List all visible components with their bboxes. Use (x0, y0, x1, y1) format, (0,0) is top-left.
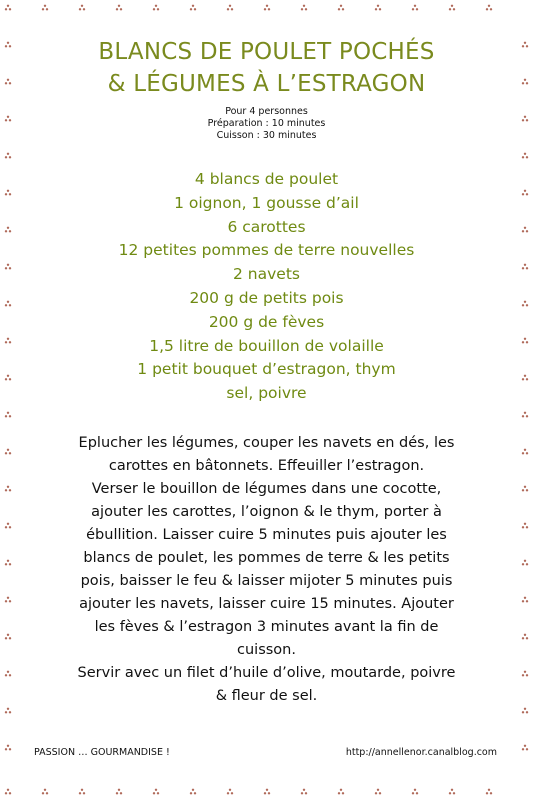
border-dot (451, 5, 453, 7)
border-dot (268, 8, 270, 10)
border-dot (9, 82, 11, 84)
border-dot (9, 415, 11, 417)
border-dot (157, 8, 159, 10)
instructions-text (22, 432, 511, 708)
border-dot (526, 119, 528, 121)
border-dot (9, 600, 11, 602)
border-dot (7, 264, 9, 266)
border-dot (449, 8, 451, 10)
border-dot (522, 748, 524, 750)
instruction-line: ébullition. Laisser cuire 5 minutes puis ajouter les (86, 527, 447, 543)
border-dot (9, 674, 11, 676)
border-dot (524, 560, 526, 562)
border-dot (192, 789, 194, 791)
border-dot (192, 5, 194, 7)
border-dot (522, 119, 524, 121)
border-dot (7, 338, 9, 340)
border-dot (524, 116, 526, 118)
border-dot (526, 304, 528, 306)
border-dot (5, 230, 7, 232)
border-dot (526, 489, 528, 491)
border-dot (414, 5, 416, 7)
border-dot (524, 671, 526, 673)
border-dot (522, 452, 524, 454)
border-dot (9, 526, 11, 528)
border-dot (46, 8, 48, 10)
border-dot (9, 489, 11, 491)
instruction-line: carottes en bâtonnets. Effeuiller l’estragon. (108, 458, 425, 474)
border-dot (7, 745, 9, 747)
border-dot (118, 5, 120, 7)
ingredients-list (22, 168, 511, 406)
border-dot (5, 304, 7, 306)
border-dot (526, 674, 528, 676)
border-dot (229, 789, 231, 791)
ingredient-item: 1,5 litre de bouillon de volaille (149, 336, 384, 355)
border-dot (488, 5, 490, 7)
border-dot (194, 792, 196, 794)
border-dot (526, 526, 528, 528)
ingredient-item: 2 navets (233, 265, 300, 284)
border-dot (526, 748, 528, 750)
border-dot (79, 8, 81, 10)
ingredient-item: 200 g de fèves (208, 312, 325, 331)
border-dot (526, 711, 528, 713)
border-dot (5, 82, 7, 84)
border-dot (524, 264, 526, 266)
border-dot (526, 230, 528, 232)
border-dot (7, 449, 9, 451)
border-dot (79, 792, 81, 794)
border-dot (266, 789, 268, 791)
border-dot (340, 789, 342, 791)
border-dot (155, 5, 157, 7)
border-dot (227, 8, 229, 10)
border-dot (522, 193, 524, 195)
border-dot (522, 230, 524, 232)
border-dot (81, 5, 83, 7)
border-dot (46, 792, 48, 794)
border-dot (524, 190, 526, 192)
instruction-line: pois, baisser le feu & laisser mijoter 5 minutes puis (80, 573, 453, 589)
border-dot (522, 526, 524, 528)
border-dot (7, 523, 9, 525)
border-dot (264, 792, 266, 794)
border-dot (524, 79, 526, 81)
instruction-line: les fèves & l’estragon 3 minutes avant la fin de (94, 619, 439, 635)
border-dot (338, 8, 340, 10)
footer-url[interactable]: http://annellenor.canalblog.com (345, 747, 497, 758)
border-dot (524, 153, 526, 155)
border-dot (379, 792, 381, 794)
border-dot (524, 708, 526, 710)
border-dot (5, 119, 7, 121)
border-dot (44, 5, 46, 7)
border-dot (155, 789, 157, 791)
title-line-1: BLANCS DE POULET POCHÉS (98, 39, 435, 65)
border-dot (522, 378, 524, 380)
border-dot (412, 792, 414, 794)
border-dot (377, 5, 379, 7)
ingredient-item: 200 g de petits pois (189, 288, 344, 307)
border-dot (190, 792, 192, 794)
title-line-2: & LÉGUMES À L’ESTRAGON (107, 71, 426, 97)
border-dot (231, 792, 233, 794)
border-dot (524, 486, 526, 488)
border-dot (5, 267, 7, 269)
border-dot (526, 415, 528, 417)
border-dot (120, 8, 122, 10)
border-dot (5, 637, 7, 639)
recipe-meta (22, 106, 511, 142)
instruction-line: ajouter les navets, laisser cuire 15 minutes. Ajouter (79, 596, 454, 612)
border-dot (5, 674, 7, 676)
servings: Pour 4 personnes (225, 106, 308, 117)
instruction-line: & fleur de sel. (215, 688, 318, 704)
ingredient-item: sel, poivre (226, 384, 307, 403)
instruction-line: Eplucher les légumes, couper les navets en dés, les (78, 435, 455, 451)
border-dot (9, 8, 11, 10)
border-dot (42, 792, 44, 794)
border-dot (153, 8, 155, 10)
border-dot (44, 789, 46, 791)
border-dot (412, 8, 414, 10)
border-dot (5, 415, 7, 417)
border-dot (7, 153, 9, 155)
border-dot (9, 156, 11, 158)
border-dot (116, 792, 118, 794)
border-dot (526, 156, 528, 158)
border-dot (5, 341, 7, 343)
border-dot (524, 338, 526, 340)
border-dot (301, 792, 303, 794)
border-dot (524, 597, 526, 599)
border-dot (379, 8, 381, 10)
border-dot (153, 792, 155, 794)
border-dot (5, 792, 7, 794)
border-dot (377, 789, 379, 791)
border-dot (7, 227, 9, 229)
prep-time: Préparation : 10 minutes (207, 118, 326, 129)
border-dot (9, 748, 11, 750)
border-dot (7, 79, 9, 81)
border-dot (5, 45, 7, 47)
border-dot (5, 378, 7, 380)
border-dot (524, 449, 526, 451)
border-dot (522, 341, 524, 343)
border-dot (449, 792, 451, 794)
border-dot (522, 156, 524, 158)
border-dot (522, 674, 524, 676)
footer-tagline: PASSION … GOURMANDISE ! (34, 747, 170, 758)
ingredient-item: 12 petites pommes de terre nouvelles (118, 241, 415, 260)
border-dot (231, 8, 233, 10)
border-dot (7, 671, 9, 673)
border-dot (526, 637, 528, 639)
border-dot (5, 600, 7, 602)
border-dot (453, 8, 455, 10)
border-dot (522, 563, 524, 565)
border-dot (7, 597, 9, 599)
border-dot (157, 792, 159, 794)
border-dot (342, 8, 344, 10)
border-dot (9, 563, 11, 565)
border-dot (526, 82, 528, 84)
border-dot (83, 792, 85, 794)
instruction-line: Verser le bouillon de légumes dans une cocotte, (91, 481, 442, 497)
border-dot (453, 792, 455, 794)
border-dot (7, 789, 9, 791)
border-dot (526, 45, 528, 47)
border-dot (524, 523, 526, 525)
border-dot (526, 452, 528, 454)
border-dot (9, 45, 11, 47)
border-dot (7, 560, 9, 562)
border-dot (5, 526, 7, 528)
border-dot (301, 8, 303, 10)
instruction-line: cuisson. (237, 642, 296, 658)
border-dot (488, 789, 490, 791)
border-dot (7, 375, 9, 377)
border-dot (303, 5, 305, 7)
border-dot (9, 304, 11, 306)
border-dot (9, 637, 11, 639)
border-dot (5, 489, 7, 491)
border-dot (375, 8, 377, 10)
border-dot (342, 792, 344, 794)
border-dot (266, 5, 268, 7)
border-dot (116, 8, 118, 10)
instruction-line: ajouter les carottes, l’oignon & le thym, porter à (91, 504, 442, 520)
border-dot (9, 792, 11, 794)
border-dot (526, 193, 528, 195)
border-dot (7, 412, 9, 414)
instruction-line: Servir avec un filet d’huile d’olive, moutarde, poivre (77, 665, 456, 681)
border-dot (7, 5, 9, 7)
instruction-line: blancs de poulet, les pommes de terre & les petits (83, 550, 450, 566)
border-dot (7, 708, 9, 710)
border-dot (229, 5, 231, 7)
border-dot (118, 789, 120, 791)
border-dot (526, 378, 528, 380)
border-dot (268, 792, 270, 794)
border-dot (486, 8, 488, 10)
border-dot (522, 489, 524, 491)
border-dot (7, 634, 9, 636)
border-dot (5, 193, 7, 195)
border-dot (524, 634, 526, 636)
border-dot (305, 792, 307, 794)
border-dot (526, 341, 528, 343)
border-dot (5, 563, 7, 565)
border-dot (5, 711, 7, 713)
border-dot (524, 412, 526, 414)
border-dot (522, 267, 524, 269)
border-dot (9, 378, 11, 380)
border-dot (83, 8, 85, 10)
border-dot (264, 8, 266, 10)
border-dot (490, 8, 492, 10)
border-dot (524, 301, 526, 303)
border-dot (526, 600, 528, 602)
border-dot (5, 748, 7, 750)
border-dot (524, 227, 526, 229)
border-dot (9, 230, 11, 232)
border-dot (9, 452, 11, 454)
border-dot (524, 42, 526, 44)
border-dot (7, 116, 9, 118)
border-dot (303, 789, 305, 791)
border-dot (120, 792, 122, 794)
border-dot (522, 415, 524, 417)
border-dot (5, 452, 7, 454)
cook-time: Cuisson : 30 minutes (216, 130, 317, 141)
border-dot (451, 789, 453, 791)
border-dot (340, 5, 342, 7)
border-dot (524, 745, 526, 747)
border-dot (227, 792, 229, 794)
ingredient-item: 4 blancs de poulet (194, 170, 339, 188)
border-dot (524, 375, 526, 377)
border-dot (7, 42, 9, 44)
border-dot (414, 789, 416, 791)
border-dot (9, 119, 11, 121)
border-dot (9, 341, 11, 343)
border-dot (305, 8, 307, 10)
border-dot (7, 486, 9, 488)
border-dot (5, 8, 7, 10)
border-dot (522, 711, 524, 713)
border-dot (486, 792, 488, 794)
border-dot (416, 8, 418, 10)
border-dot (190, 8, 192, 10)
recipe-card (22, 20, 511, 780)
border-dot (375, 792, 377, 794)
border-dot (490, 792, 492, 794)
border-dot (416, 792, 418, 794)
border-dot (522, 637, 524, 639)
border-dot (42, 8, 44, 10)
ingredient-item: 1 oignon, 1 gousse d’ail (174, 193, 359, 212)
border-dot (338, 792, 340, 794)
border-dot (526, 563, 528, 565)
border-dot (522, 600, 524, 602)
border-dot (81, 789, 83, 791)
border-dot (522, 304, 524, 306)
border-dot (7, 190, 9, 192)
border-dot (5, 156, 7, 158)
border-dot (522, 82, 524, 84)
ingredient-item: 1 petit bouquet d’estragon, thym (137, 360, 396, 379)
border-dot (7, 301, 9, 303)
border-dot (194, 8, 196, 10)
recipe-title (22, 36, 511, 100)
ingredient-item: 6 carottes (227, 217, 306, 236)
border-dot (9, 193, 11, 195)
border-dot (526, 267, 528, 269)
border-dot (9, 711, 11, 713)
border-dot (9, 267, 11, 269)
border-dot (522, 45, 524, 47)
